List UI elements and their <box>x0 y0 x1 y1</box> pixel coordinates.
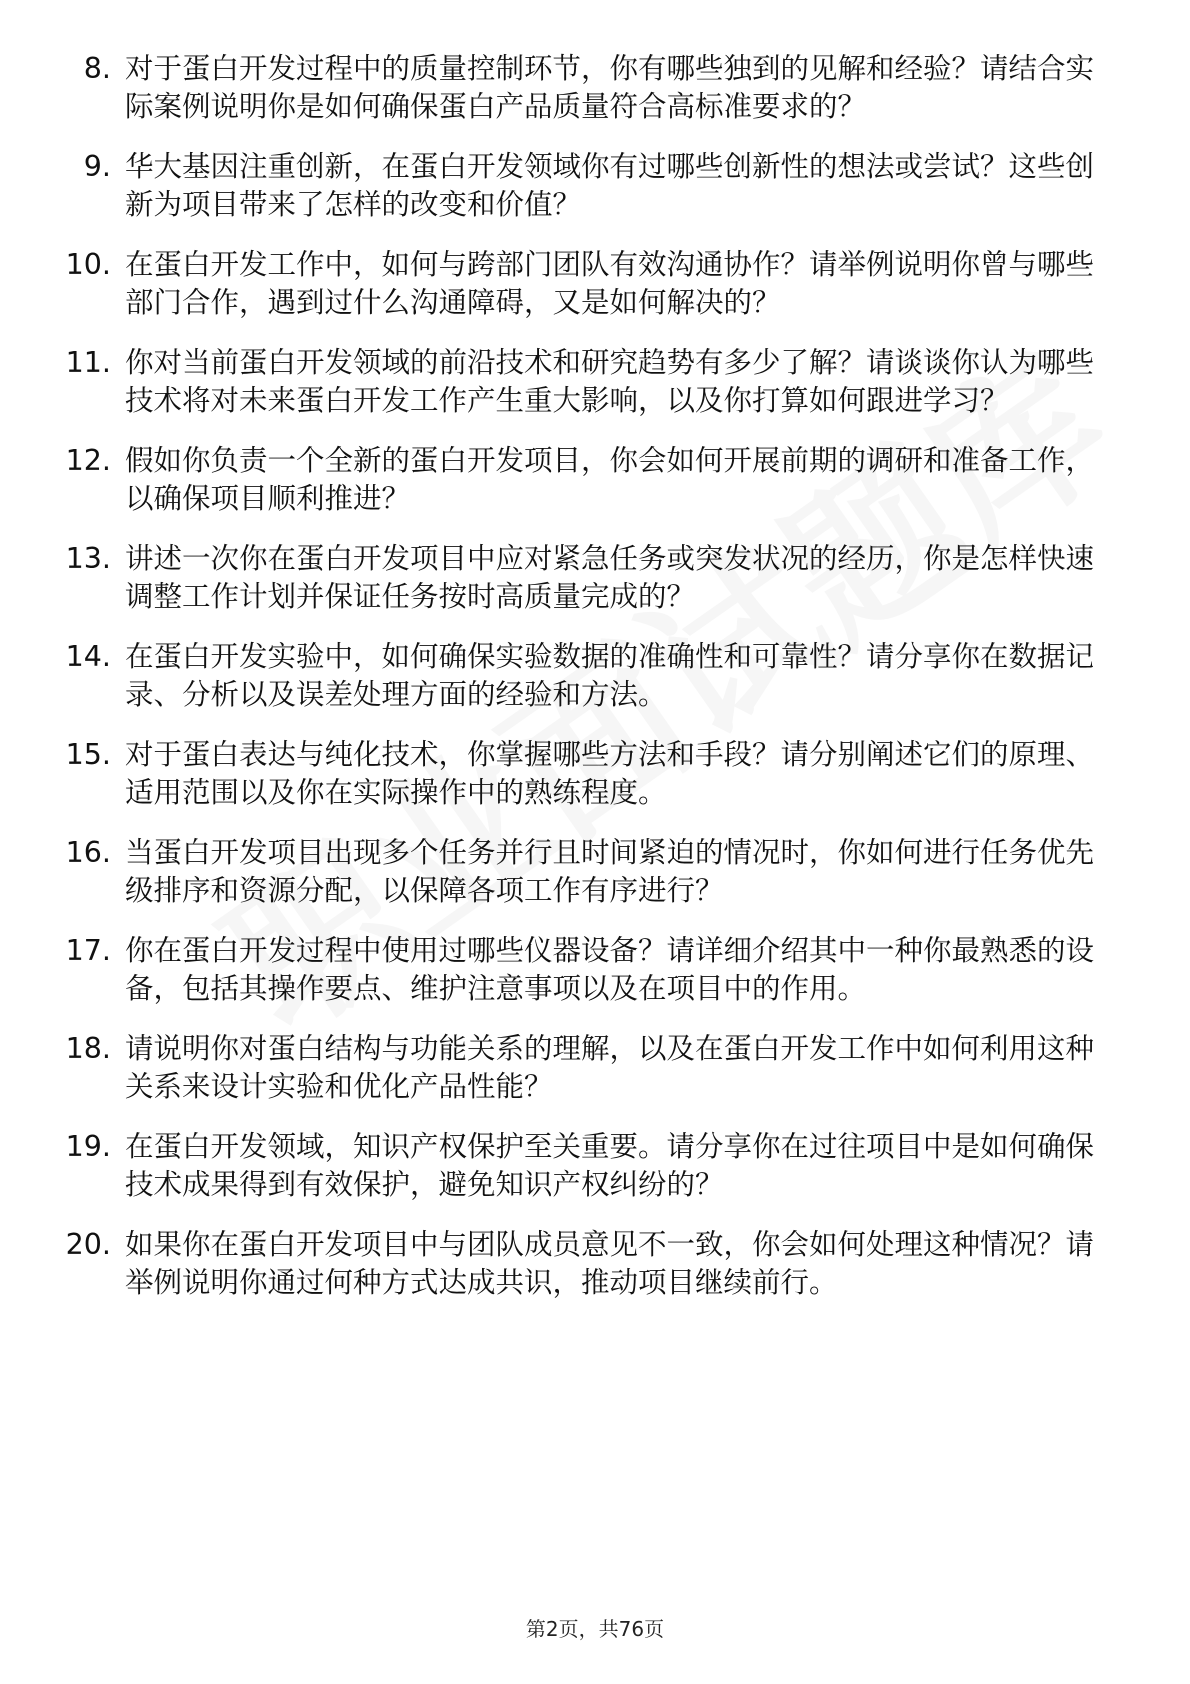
question-text: 当蛋白开发项目出现多个任务并行且时间紧迫的情况时，你如何进行任务优先级排序和资源分配，以保障各项工作有序进行？ <box>125 836 1095 907</box>
question-text: 对于蛋白表达与纯化技术，你掌握哪些方法和手段？请分别阐述它们的原理、适用范围以及你在实际操作中的熟练程度。 <box>125 738 1095 809</box>
question-number: 15. <box>65 738 111 771</box>
question-item <box>52 442 1112 518</box>
question-text: 在蛋白开发实验中，如何确保实验数据的准确性和可靠性？请分享你在数据记录、分析以及误差处理方面的经验和方法。 <box>125 640 1095 711</box>
question-text: 在蛋白开发工作中，如何与跨部门团队有效沟通协作？请举例说明你曾与哪些部门合作，遇到过什么沟通障碍，又是如何解决的？ <box>125 248 1095 319</box>
page-number: 第2页，共76页 <box>525 1617 665 1641</box>
question-item <box>52 638 1112 714</box>
question-text: 在蛋白开发领域，知识产权保护至关重要。请分享你在过往项目中是如何确保技术成果得到有效保护，避免知识产权纠纷的？ <box>125 1130 1095 1201</box>
question-list <box>52 50 1112 1324</box>
question-item <box>52 736 1112 812</box>
question-item <box>52 344 1112 420</box>
question-number: 16. <box>65 836 111 869</box>
question-number: 20. <box>65 1228 111 1261</box>
question-text: 如果你在蛋白开发项目中与团队成员意见不一致，你会如何处理这种情况？请举例说明你通过何种方式达成共识，推动项目继续前行。 <box>125 1228 1095 1299</box>
question-number: 14. <box>65 640 111 673</box>
question-item <box>52 1128 1112 1204</box>
question-text: 假如你负责一个全新的蛋白开发项目，你会如何开展前期的调研和准备工作，以确保项目顺利推进？ <box>125 444 1095 515</box>
question-number: 17. <box>65 934 111 967</box>
question-text: 你在蛋白开发过程中使用过哪些仪器设备？请详细介绍其中一种你最熟悉的设备，包括其操作要点、维护注意事项以及在项目中的作用。 <box>125 934 1095 1005</box>
question-item <box>52 1226 1112 1302</box>
question-number: 12. <box>65 444 111 477</box>
question-item <box>52 50 1112 126</box>
question-number: 19. <box>65 1130 111 1163</box>
question-text: 对于蛋白开发过程中的质量控制环节，你有哪些独到的见解和经验？请结合实际案例说明你是如何确保蛋白产品质量符合高标准要求的？ <box>125 52 1095 123</box>
question-item <box>52 540 1112 616</box>
question-number: 9. <box>83 150 111 183</box>
question-item <box>52 834 1112 910</box>
question-text: 你对当前蛋白开发领域的前沿技术和研究趋势有多少了解？请谈谈你认为哪些技术将对未来蛋白开发工作产生重大影响，以及你打算如何跟进学习？ <box>125 346 1095 417</box>
question-text: 请说明你对蛋白结构与功能关系的理解，以及在蛋白开发工作中如何利用这种关系来设计实验和优化产品性能？ <box>125 1032 1095 1103</box>
question-item <box>52 246 1112 322</box>
question-item <box>52 932 1112 1008</box>
question-number: 8. <box>83 52 111 85</box>
question-number: 10. <box>65 248 111 281</box>
question-number: 11. <box>65 346 111 379</box>
question-item <box>52 1030 1112 1106</box>
question-item <box>52 148 1112 224</box>
question-number: 18. <box>65 1032 111 1065</box>
question-number: 13. <box>65 542 111 575</box>
question-text: 讲述一次你在蛋白开发项目中应对紧急任务或突发状况的经历，你是怎样快速调整工作计划并保证任务按时高质量完成的？ <box>125 542 1095 613</box>
question-text: 华大基因注重创新，在蛋白开发领域你有过哪些创新性的想法或尝试？这些创新为项目带来了怎样的改变和价值？ <box>125 150 1095 221</box>
